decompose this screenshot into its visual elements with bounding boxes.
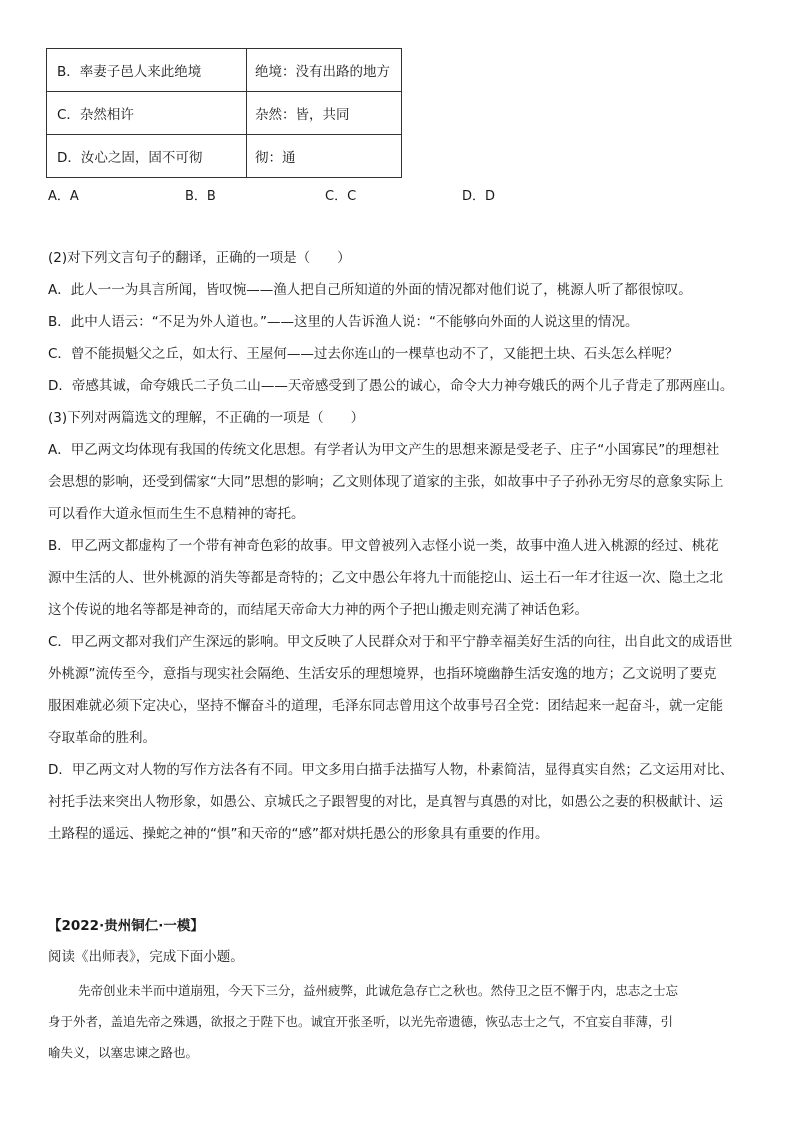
question-3-line: 可以看作大道永恒而生生不息精神的寄托。 <box>48 506 305 522</box>
question-2-option-c: C．曾不能损魁父之丘，如太行、王屋何——过去你连山的一棵草也动不了，又能把土块、石头怎么样呢？ <box>48 346 679 362</box>
table-cell: C．杂然相许 <box>47 92 247 135</box>
definition-table <box>46 48 402 178</box>
question-2-option-b: B．此中人语云：“不足为外人道也。”——这里的人告诉渔人说：“不能够向外面的人说这里的情况。 <box>48 314 639 330</box>
question-3-line: D．甲乙两文对人物的写作方法各有不同。甲文多用白描手法描写人物，朴素简洁，显得真实自然；乙文运用对比、 <box>48 762 734 778</box>
table-cell: 杂然：皆，共同 <box>247 92 402 135</box>
question-3-line: B．甲乙两文都虚构了一个带有神奇色彩的故事。甲文曾被列入志怪小说一类，故事中渔人进入桃源的经过、桃花 <box>48 538 719 554</box>
section-source-tag: 【2022·贵州铜仁·一模】 <box>48 918 204 934</box>
question-2-stem: (2)对下列文言句子的翻译，正确的一项是（ ） <box>48 250 351 266</box>
table-cell: B．率妻子邑人来此绝境 <box>47 49 247 92</box>
choice-a: A．A <box>48 189 79 204</box>
question-3-line: 土路程的遥远、操蛇之神的“惧”和天帝的“感”都对烘托愚公的形象具有重要的作用。 <box>48 826 549 842</box>
question-3-line: 服困难就必须下定决心，坚持不懈奋斗的道理，毛泽东同志曾用这个故事号召全党：团结起来一起奋斗，就一定能 <box>48 698 723 714</box>
question-3-line: 外桃源”流传至今，意指与现实社会隔绝、生活安乐的理想境界，也指环境幽静生活安逸的地方；乙文说明了要克 <box>48 666 717 682</box>
question-3-stem: (3)下列对两篇选文的理解，不正确的一项是（ ） <box>48 410 365 426</box>
table-cell: 彻：通 <box>247 135 402 178</box>
table-cell: 绝境：没有出路的地方 <box>247 49 402 92</box>
passage-line: 喻失义，以塞忠谏之路也。 <box>48 1045 199 1060</box>
question-3-line: 源中生活的人、世外桃源的消失等都是奇特的；乙文中愚公年将九十而能挖山、运土石一年才往返一次、隐土之北 <box>48 570 723 586</box>
passage-line: 身于外者，盖追先帝之殊遇，欲报之于陛下也。诚宜开张圣听，以光先帝遗德，恢弘志士之气，不宜妄自菲薄，引 <box>48 1014 674 1029</box>
question-3-line: 夺取革命的胜利。 <box>48 730 156 746</box>
question-3-line: A．甲乙两文均体现有我国的传统文化思想。有学者认为甲文产生的思想来源是受老子、庄子“小国寡民”的理想社 <box>48 442 720 458</box>
choice-c: C．C <box>325 189 357 204</box>
table-cell: D．汝心之固，固不可彻 <box>47 135 247 178</box>
question-3-line: 会思想的影响，还受到儒家“大同”思想的影响；乙文则体现了道家的主张，如故事中子子孙孙无穷尽的意象实际上 <box>48 474 724 490</box>
passage-line: 先帝创业未半而中道崩殂，今天下三分，益州疲弊，此诚危急存亡之秋也。然侍卫之臣不懈于内，忠志之士忘 <box>78 983 679 998</box>
table-row <box>47 135 402 178</box>
question-2-option-a: A．此人一一为具言所闻，皆叹惋——渔人把自己所知道的外面的情况都对他们说了，桃源人听了都很惊叹。 <box>48 282 692 298</box>
table-row <box>47 92 402 135</box>
question-3-line: C．甲乙两文都对我们产生深远的影响。甲文反映了人民群众对于和平宁静幸福美好生活的向往，出自此文的成语世 <box>48 634 733 650</box>
section-instruction: 阅读《出师表》，完成下面小题。 <box>48 949 244 965</box>
choice-b: B．B <box>185 189 216 204</box>
table-row <box>47 49 402 92</box>
question-3-line: 这个传说的地名等都是神奇的，而结尾天帝命大力神的两个子把山搬走则充满了神话色彩。 <box>48 602 588 618</box>
question-2-option-d: D．帝感其诚，命夸娥氏二子负二山——天帝感受到了愚公的诚心，命令大力神夸娥氏的两个儿子背走了那两座山。 <box>48 378 734 394</box>
choice-d: D．D <box>462 189 496 204</box>
question-3-line: 衬托手法来突出人物形象，如愚公、京城氏之子跟智叟的对比，是真智与真愚的对比，如愚公之妻的积极献计、运 <box>48 794 723 810</box>
